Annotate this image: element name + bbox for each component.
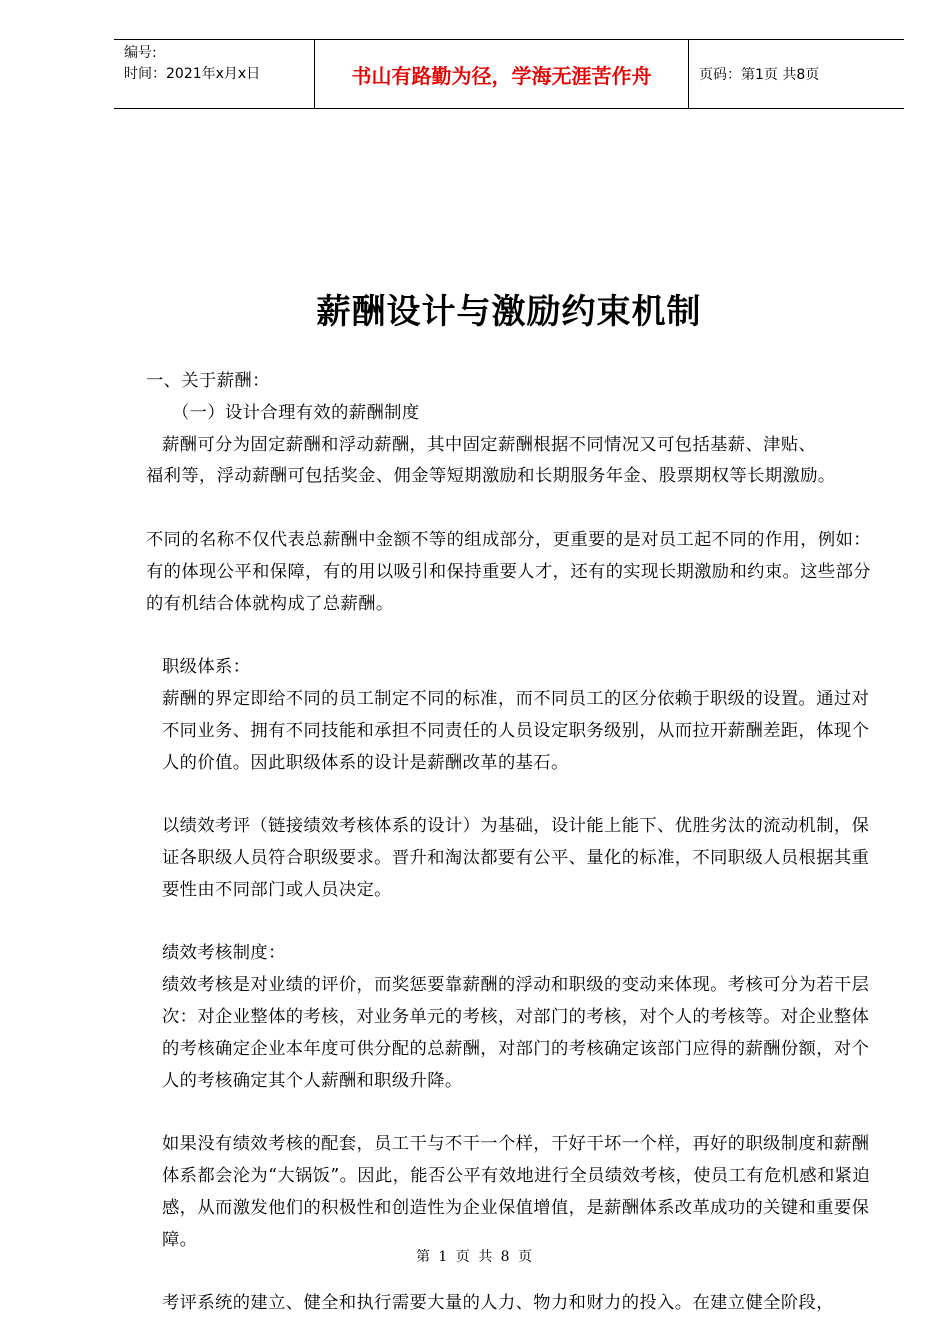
page-footer: 第 1 页 共 8 页 <box>415 1249 535 1265</box>
header-motto: 书山有路勤为径，学海无涯苦作舟 <box>315 40 689 108</box>
header-page-number: 页码：第1页 共8页 <box>699 67 820 83</box>
paragraph: 福利等，浮动薪酬可包括奖金、佣金等短期激励和长期服务年金、股票期权等长期激励。 <box>146 466 836 487</box>
paragraph: 以绩效考评（链接绩效考核体系的设计）为基础，设计能上能下、优胜劣汰的流动机制，保证各职级人员符合职级要求。晋升和淘汰都要有公平、量化的标准，不同职级人员根据其重要性由不同部门或人员决定。 <box>162 816 870 900</box>
subsection-heading: （一）设计合理有效的薪酬制度 <box>172 402 420 423</box>
document-number: 编号: <box>124 45 157 61</box>
paragraph: 薪酬的界定即给不同的员工制定不同的标准，而不同员工的区分依赖于职级的设置。通过对不同业务、拥有不同技能和承担不同责任的人员设定职务级别，从而拉开薪酬差距，体现个人的价值。因此职级体系的设计是薪酬改革的基石。 <box>162 688 870 773</box>
document-time: 时间：2021年x月x日 <box>124 66 261 82</box>
page-header <box>114 39 904 109</box>
document-body <box>146 366 886 1320</box>
paragraph: 如果没有绩效考核的配套，员工干与不干一个样，干好干坏一个样，再好的职级制度和薪酬体系都会沦为“大锅饭”。因此，能否公平有效地进行全员绩效考核，使员工有危机感和紧迫感，从而激发他们的积极性和创造性为企业保值增值，是薪酬体系改革成功的关键和重要保障。 <box>162 1134 871 1250</box>
header-meta <box>114 40 315 108</box>
paragraph: 绩效考核是对业绩的评价，而奖惩要靠薪酬的浮动和职级的变动来体现。考核可分为若干层次：对企业整体的考核，对业务单元的考核，对部门的考核，对个人的考核等。对企业整体的考核确定企业本年度可供分配的总薪酬，对部门的考核确定该部门应得的薪酬份额，对个人的考核确定其个人薪酬和职级升降。 <box>162 975 870 1091</box>
paragraph: 薪酬可分为固定薪酬和浮动薪酬，其中固定薪酬根据不同情况又可包括基薪、津贴、 <box>162 434 817 455</box>
section-heading: 一、关于薪酬： <box>146 371 270 391</box>
document-title: 薪酬设计与激励约束机制 <box>316 292 702 332</box>
paragraph: 不同的名称不仅代表总薪酬中金额不等的组成部分，更重要的是对员工起不同的作用，例如：有的体现公平和保障，有的用以吸引和保持重要人才，还有的实现长期激励和约束。这些部分的有机结合体就构成了总薪酬。 <box>146 529 871 614</box>
section-heading: 绩效考核制度： <box>162 943 286 964</box>
section-heading: 职级体系： <box>162 657 251 678</box>
paragraph: 考评系统的建立、健全和执行需要大量的人力、物力和财力的投入。在建立健全阶段， <box>162 1293 834 1314</box>
